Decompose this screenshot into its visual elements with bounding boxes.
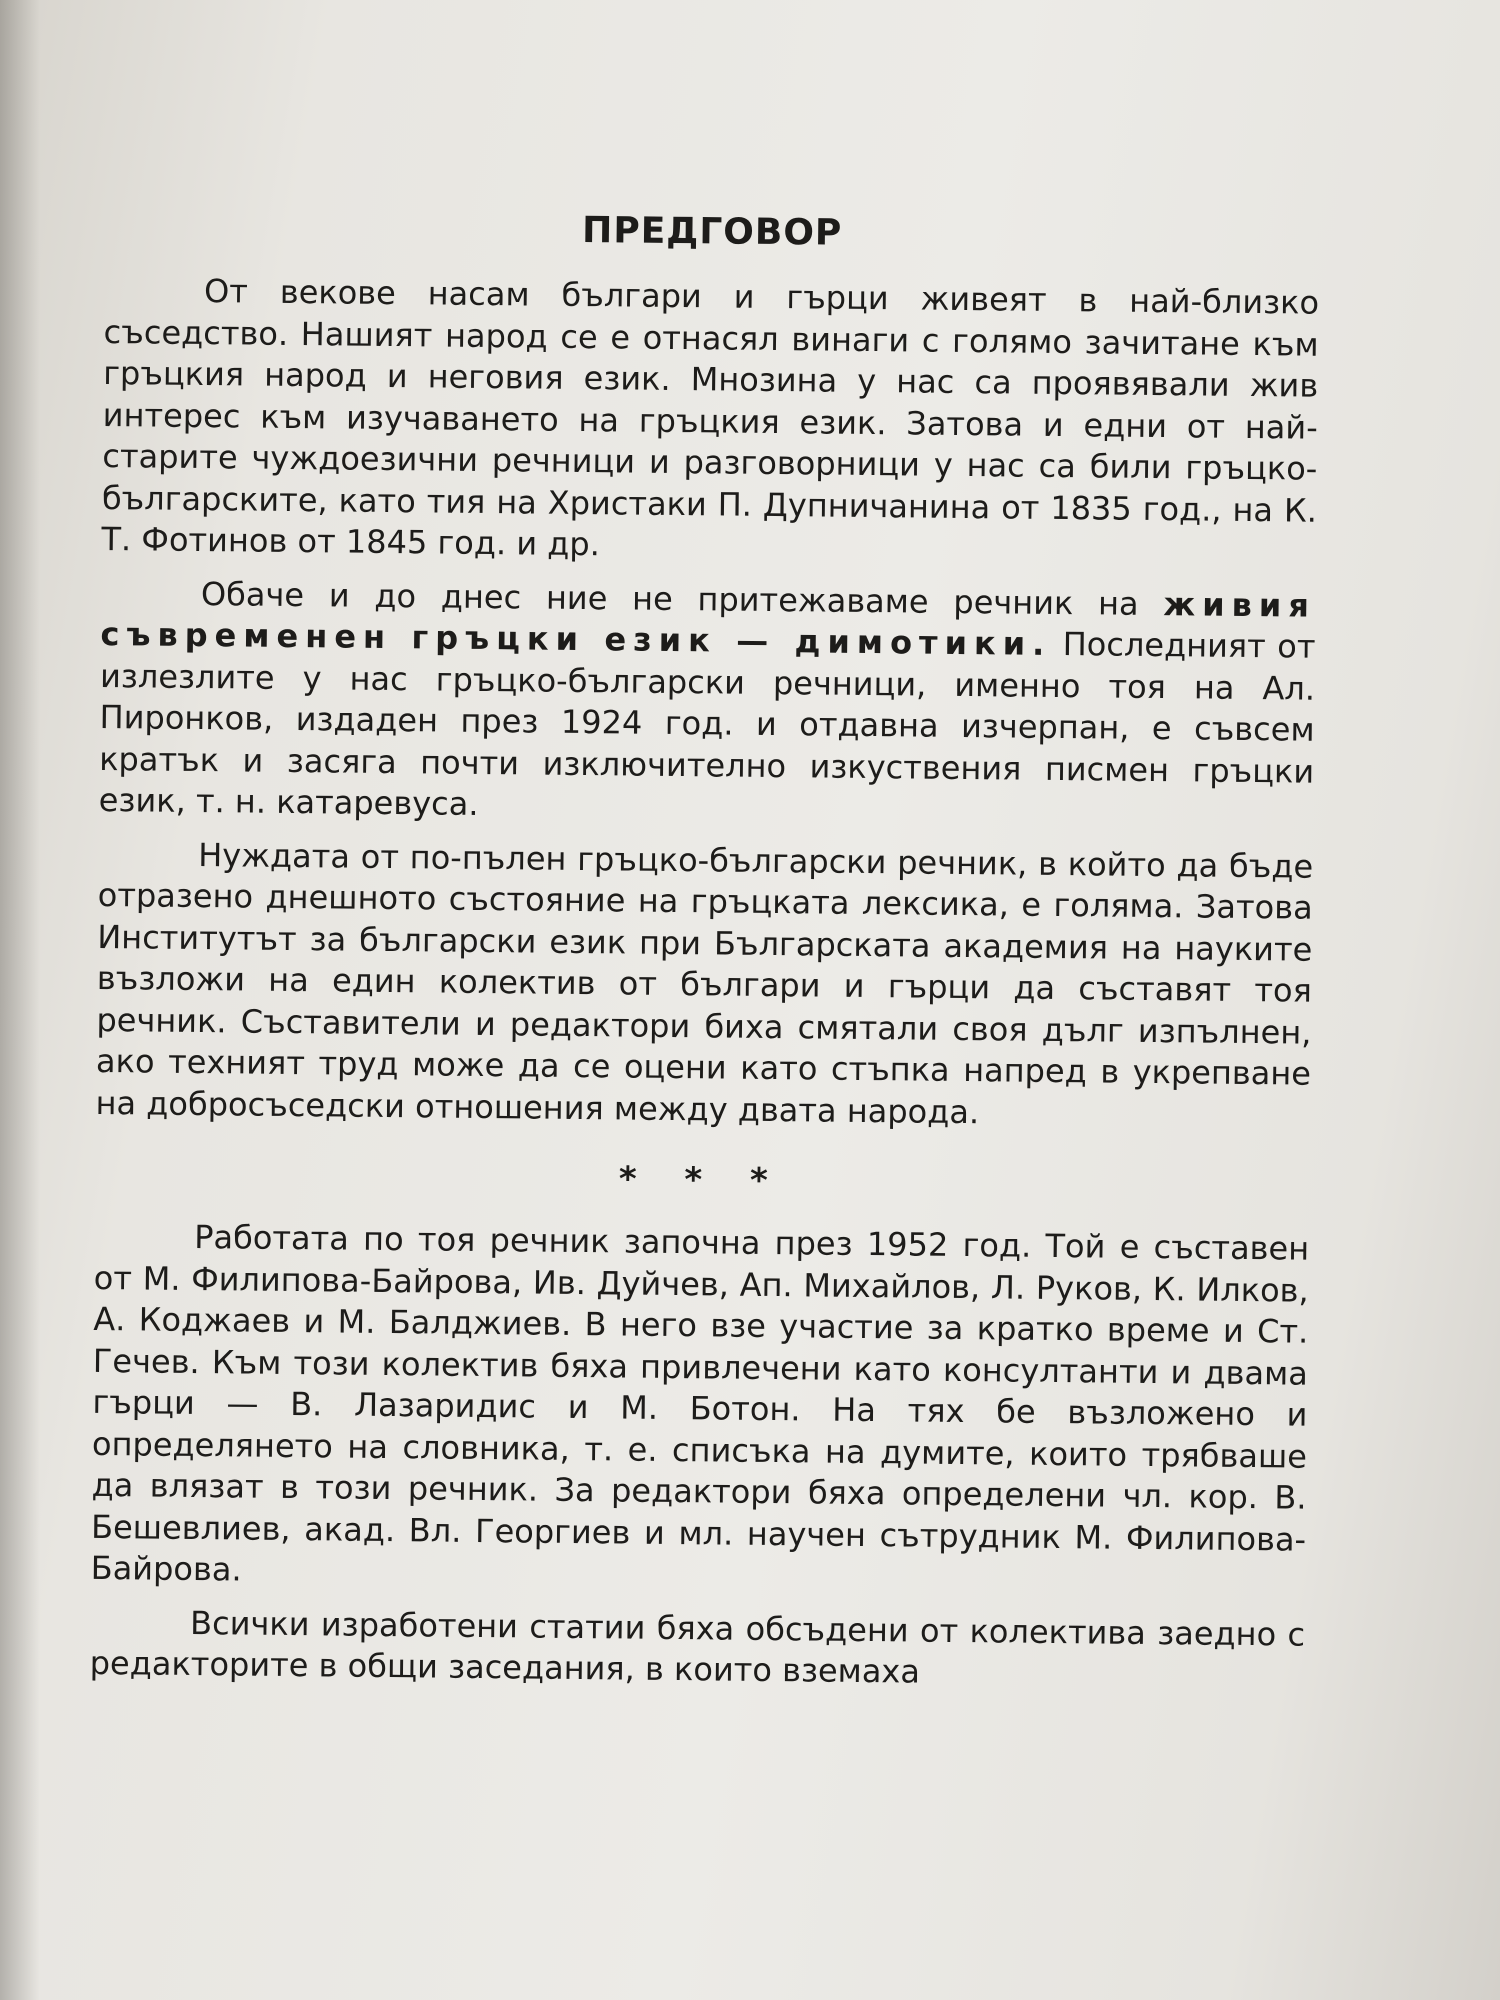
page-title: ПРЕДГОВОР bbox=[581, 209, 843, 254]
paragraph-2 bbox=[99, 572, 1317, 834]
spine-shadow bbox=[0, 0, 40, 2000]
paragraph-5: Всички изработени статии бяха обсъдени от колектива заедно с редакторите в общи заседания, в които вземаха bbox=[89, 1603, 1306, 1691]
paragraph-1: От векове насам българи и гърци живеят в най-близко съседство. Нашият народ се е отнасял винаги с голямо зачитане към гръцкия народ и неговия език. Мнозина у нас са проявявали жив интерес към изучаването на гръцкия език. Затова и едни от най-старите чуждоезични речници и разговорници у нас са били гръцко-българските, като тия на Христаки П. Дупничанина от 1835 год., на К. Т. Фотинов от 1845 год. и др. bbox=[101, 272, 1320, 564]
paragraph-2-spaced-emphasis: живия съвременен гръцки език — димотики. bbox=[100, 584, 1317, 663]
paragraph-2-before: Обаче и до днес ние не притежаваме речник на bbox=[200, 574, 1164, 623]
paragraph-2-after: Последният от излезлите у нас гръцко-български речници, именно тоя на Ал. Пиронков, издаден през 1924 год. и отдавна изчерпан, е съвсем кратък и засяга почти изключително изкуствения писмен гръцки език, т. н. катаревуса. bbox=[98, 624, 1316, 823]
section-separator: * * * bbox=[618, 1159, 787, 1202]
paragraph-4: Работата по тоя речник започна през 1952 год. Той е съставен от М. Филипова-Байрова, Ив. Дуйчев, Ап. Михайлов, Л. Руков, К. Илков, А. Коджаев и М. Балджиев. В него взе участие за кратко време и Ст. Гечев. Към този колектив бяха привлечени като консултанти и двама гърци — В. Лазаридис и М. Ботон. На тях бе възложено и определянето на словника, т. е. списъка на думите, които трябваше да влязат в този речник. За редактори бяха определени чл. кор. В. Бешевлиев, акад. Вл. Георгиев и мл. научен сътрудник М. Филипова-Байрова. bbox=[90, 1217, 1310, 1589]
paragraph-3: Нуждата от по-пълен гръцко-български речник, в който да бъде отразено днешното състояние на гръцката лексика, е голяма. Затова Институтът за български език при Българската академия на науките възложи на един колектив от българи и гърци да съставят тоя речник. Съставители и редактори биха смятали своя дълг изпълнен, ако техният труд може да се оцени като стъпка напред в укрепване на добросъседски отношения между двата народа. bbox=[95, 835, 1314, 1131]
text-block bbox=[89, 205, 1320, 1709]
